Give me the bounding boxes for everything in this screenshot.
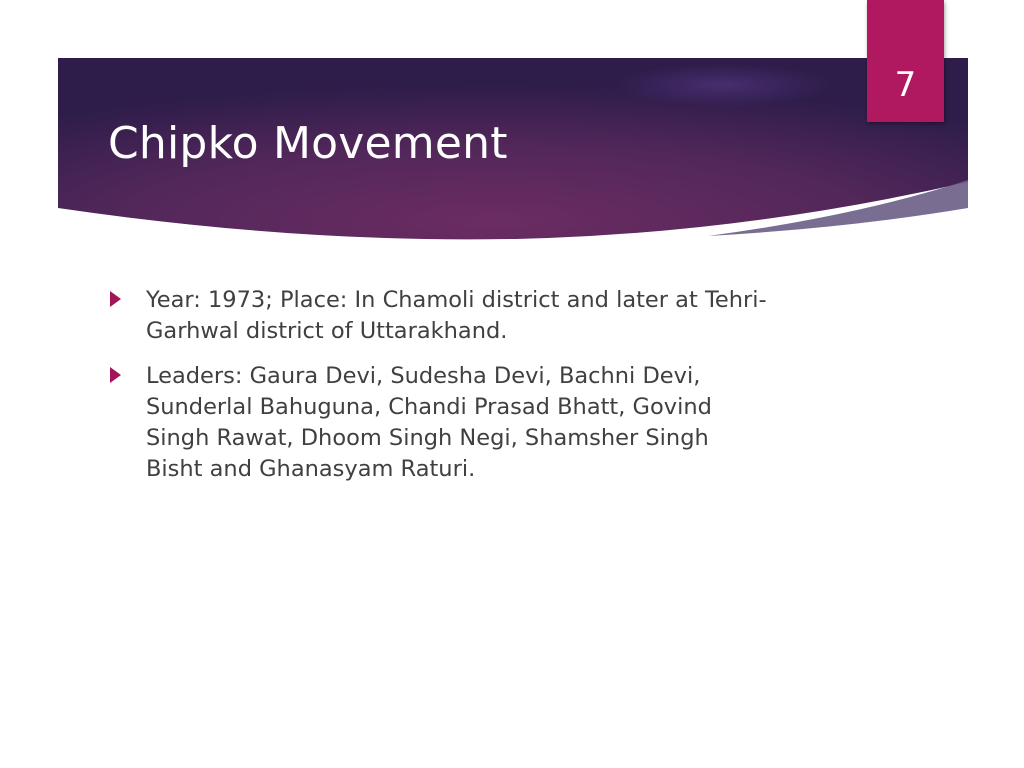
slide-number: 7 (894, 65, 917, 105)
bullet-list (108, 285, 768, 499)
bullet-item (108, 285, 768, 347)
bullet-text: Leaders: Gaura Devi, Sudesha Devi, Bachni Devi, Sunderlal Bahuguna, Chandi Prasad Bhatt, Govind Singh Rawat, Dhoom Singh Negi, Shamsher Singh Bisht and Ghanasyam Raturi. (146, 363, 712, 482)
bullet-item (108, 361, 768, 485)
slide-title: Chipko Movement (108, 118, 508, 169)
triangle-right-icon (110, 367, 121, 383)
triangle-right-icon (110, 291, 121, 307)
slide-number-badge (867, 0, 944, 122)
bullet-text: Year: 1973; Place: In Chamoli district and later at Tehri-Garhwal district of Uttarakhand. (146, 287, 767, 344)
